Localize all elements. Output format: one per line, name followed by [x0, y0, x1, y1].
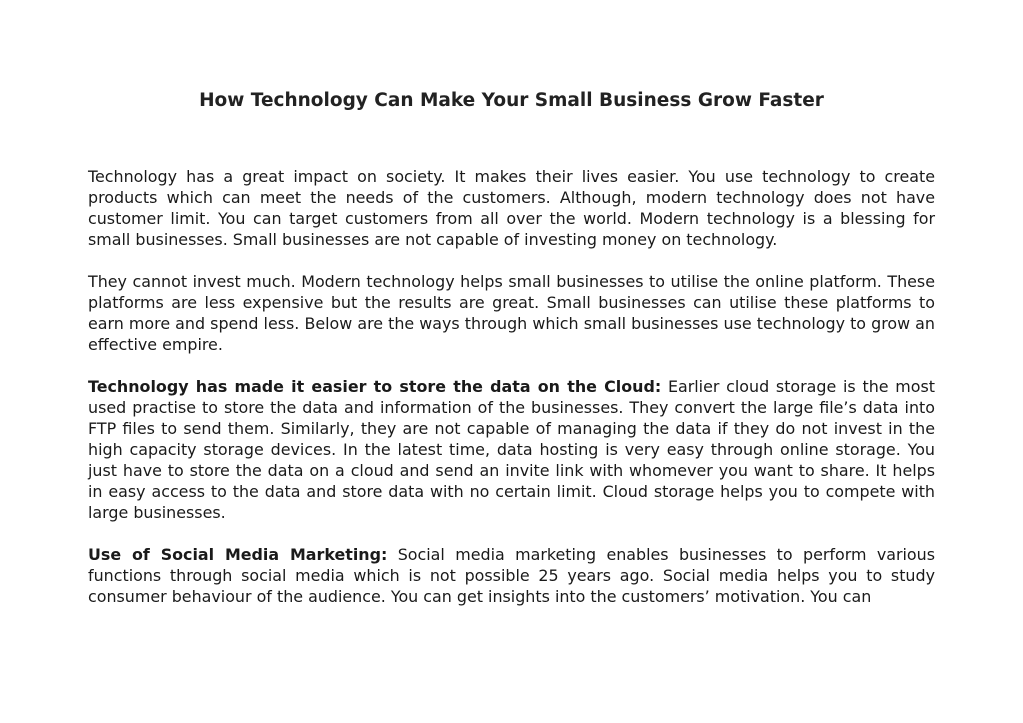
document-body [88, 166, 935, 628]
paragraph-text: Earlier cloud storage is the most used practise to store the data and information of the businesses. They convert the large file’s data into FTP files to send them. Similarly, they are not capable of managing the data if they do not invest in the high capacity storage devices. In the latest time, data hosting is very easy through online storage. You just have to store the data on a cloud and send an invite link with whomever you want to share. It helps in easy access to the data and store data with no certain limit. Cloud storage helps you to compete with large businesses. [88, 377, 935, 522]
paragraph-text: Social media marketing enables businesses to perform various functions through social media which is not possible 25 years ago. Social media helps you to study consumer behaviour of the audience. You can get insights into the customers’ motivation. You can [88, 545, 935, 606]
paragraph-online-platform [88, 271, 935, 355]
paragraph-text: Technology has a great impact on society. It makes their lives easier. You use technology to create products which can meet the needs of the customers. Although, modern technology does not have customer limit. You can target customers from all over the world. Modern technology is a blessing for small businesses. Small businesses are not capable of investing money on technology. [88, 167, 935, 249]
paragraph-social-media [88, 544, 935, 607]
paragraph-lead-heading: Technology has made it easier to store the data on the Cloud: [88, 377, 662, 396]
paragraph-text: They cannot invest much. Modern technology helps small businesses to utilise the online platform. These platforms are less expensive but the results are great. Small businesses can utilise these platforms to earn more and spend less. Below are the ways through which small businesses use technology to grow an effective empire. [88, 272, 935, 354]
paragraph-intro [88, 166, 935, 250]
paragraph-cloud-storage [88, 376, 935, 523]
document-title: How Technology Can Make Your Small Business Grow Faster [199, 90, 824, 111]
paragraph-lead-heading: Use of Social Media Marketing: [88, 545, 388, 564]
